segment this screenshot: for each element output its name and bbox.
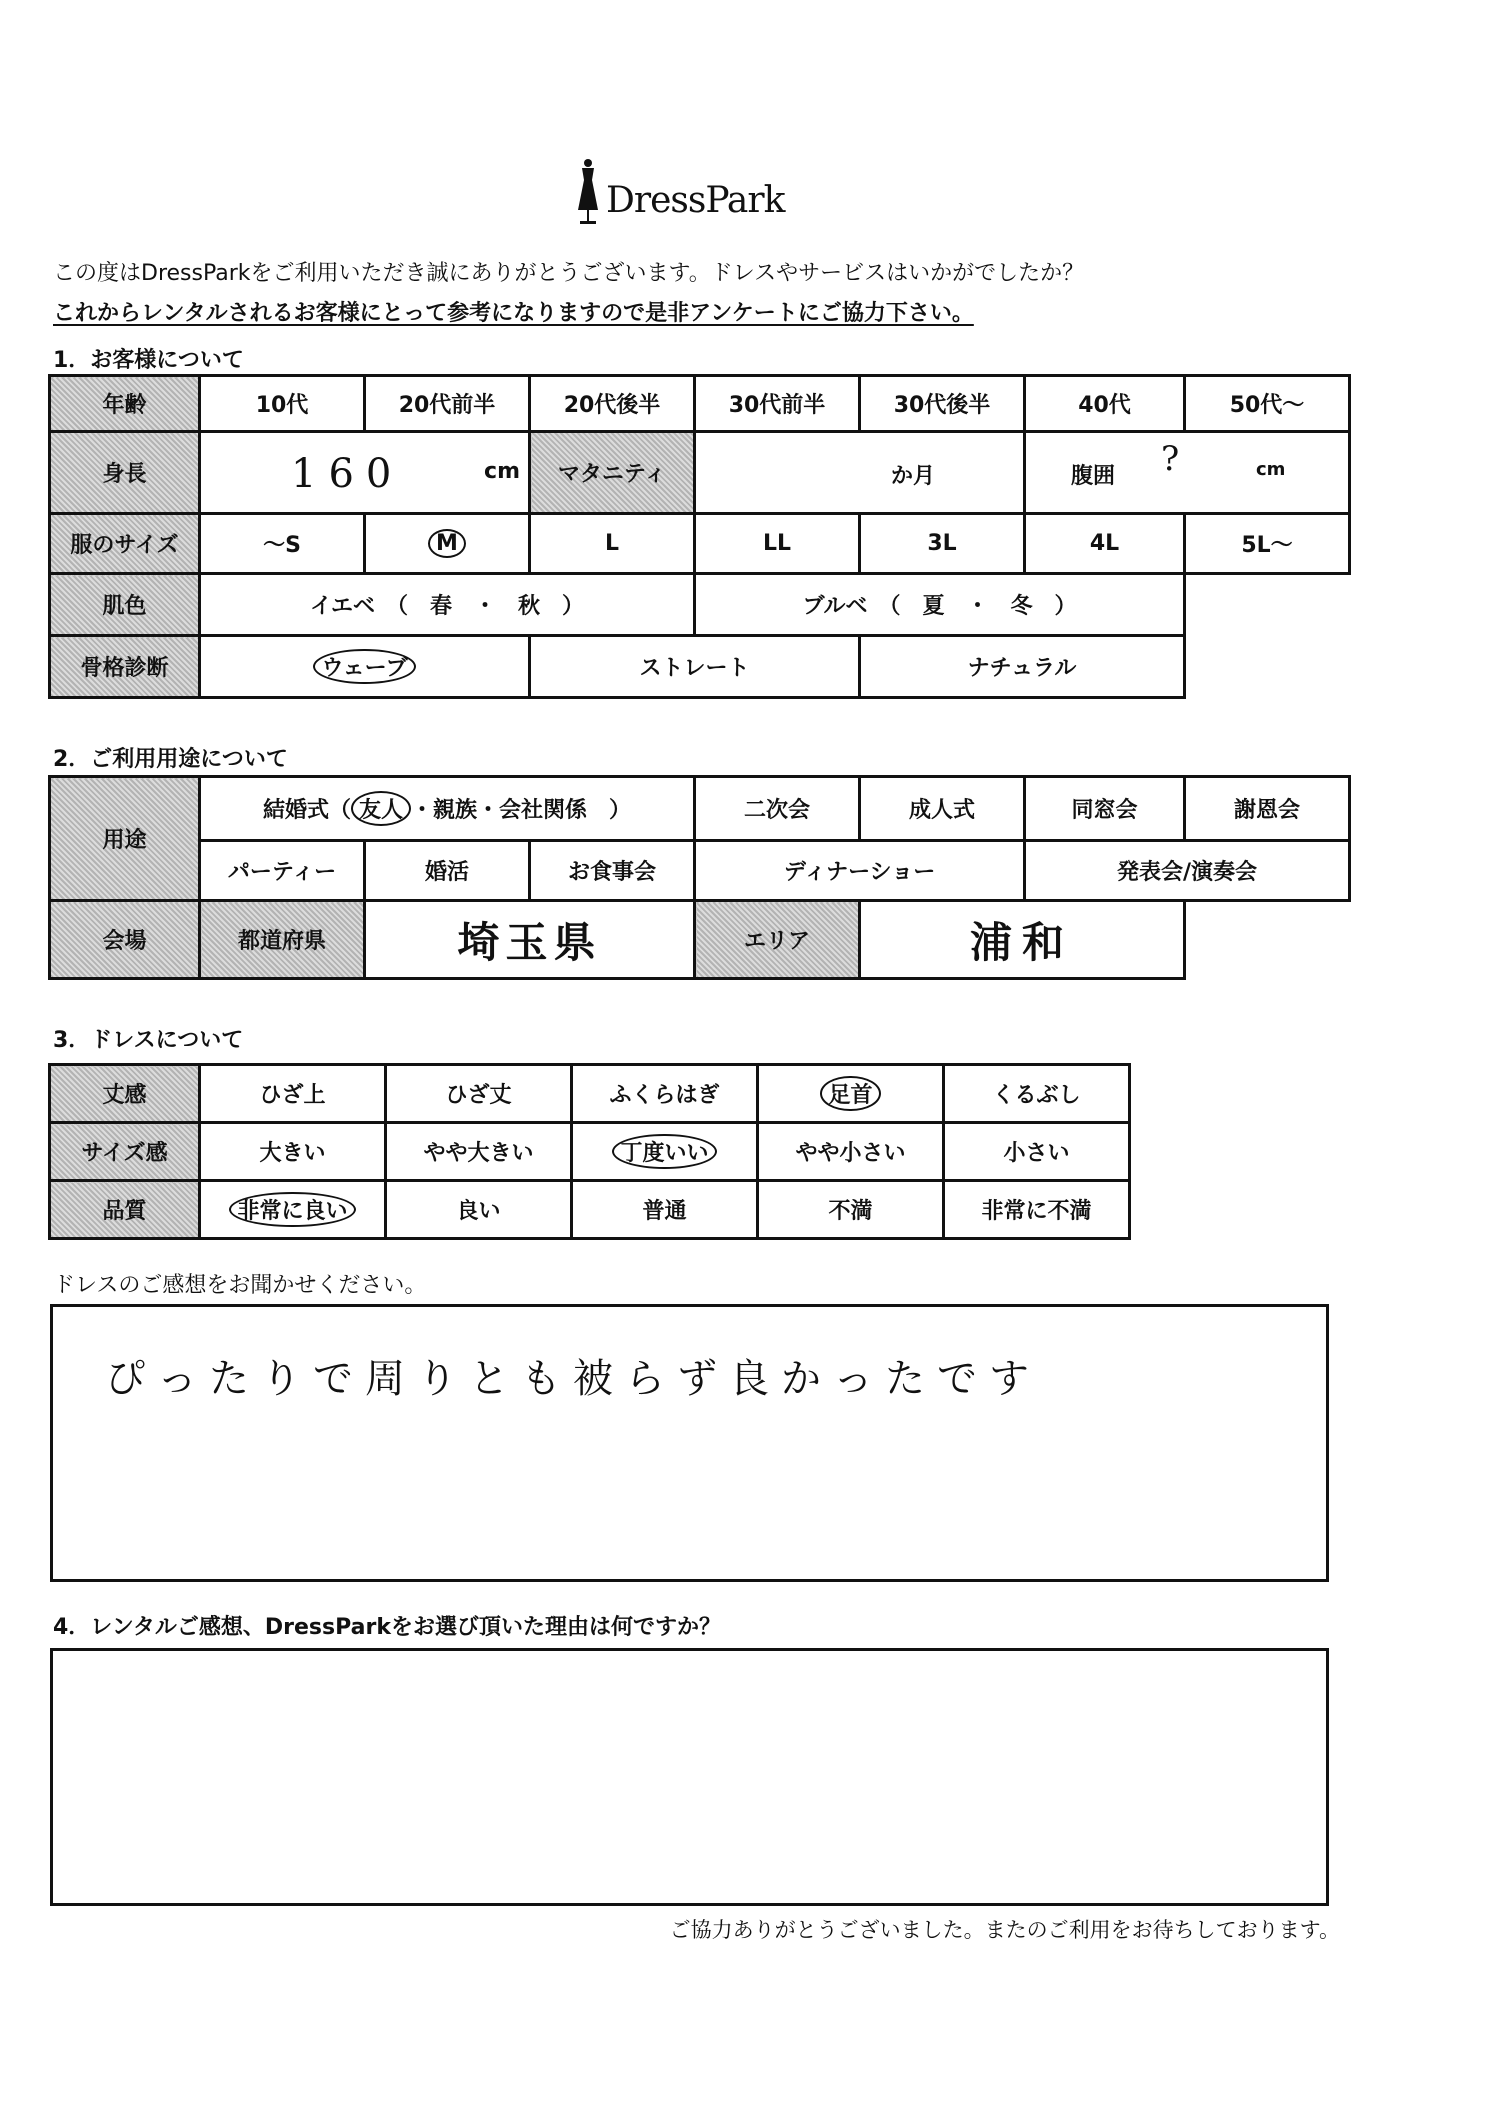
usage-table [48, 775, 1351, 980]
size-row [50, 514, 1350, 574]
customer-table [48, 374, 1351, 699]
waist-unit: cm [1256, 459, 1286, 480]
skeleton-option[interactable]: ストレート [530, 636, 860, 698]
age-label: 年齢 [50, 376, 200, 432]
usage-option[interactable]: 同窓会 [1025, 777, 1185, 841]
size-label: 服のサイズ [50, 514, 200, 574]
length-row [50, 1065, 1130, 1123]
usage-option[interactable]: 婚活 [365, 841, 530, 901]
skeleton-row [50, 636, 1350, 698]
height-label: 身長 [50, 432, 200, 514]
usage-row-1 [50, 777, 1350, 841]
size-option[interactable]: ～S [200, 514, 365, 574]
area-label: エリア [695, 901, 860, 979]
age-option[interactable]: 20代後半 [530, 376, 695, 432]
usage-row-2 [50, 841, 1350, 901]
age-option[interactable]: 30代後半 [860, 376, 1025, 432]
length-option[interactable]: ふくらはぎ [572, 1065, 758, 1123]
dress-mannequin-icon [568, 158, 608, 228]
usage-option[interactable]: ディナーショー [695, 841, 1025, 901]
age-option[interactable]: 20代前半 [365, 376, 530, 432]
fit-option[interactable]: やや大きい [386, 1123, 572, 1181]
age-option[interactable]: 50代～ [1185, 376, 1350, 432]
wedding-option[interactable] [200, 777, 695, 841]
length-option-selected[interactable] [758, 1065, 944, 1123]
size-option[interactable]: L [530, 514, 695, 574]
quality-option-selected[interactable] [200, 1181, 386, 1239]
dress-table [48, 1063, 1131, 1240]
age-option[interactable]: 40代 [1025, 376, 1185, 432]
usage-label: 用途 [50, 777, 200, 901]
length-label: 丈感 [50, 1065, 200, 1123]
usage-option[interactable]: パーティー [200, 841, 365, 901]
size-option[interactable]: 3L [860, 514, 1025, 574]
maternity-label: マタニティ [530, 432, 695, 514]
usage-option[interactable]: 発表会/演奏会 [1025, 841, 1350, 901]
months-unit: か月 [891, 464, 936, 489]
waist-label: 腹囲 [1071, 464, 1116, 489]
quality-option[interactable]: 非常に不満 [944, 1181, 1130, 1239]
usage-option[interactable]: お食事会 [530, 841, 695, 901]
selection-circle: 足首 [820, 1076, 880, 1111]
impression-title: ドレスのご感想をお聞かせください。 [53, 1273, 427, 1298]
impression-answer: ぴったりで周りとも被らず良かったです [105, 1356, 1041, 1402]
skeleton-option-selected[interactable] [200, 636, 530, 698]
quality-option[interactable]: 不満 [758, 1181, 944, 1239]
prefecture-label: 都道府県 [200, 901, 365, 979]
skin-option[interactable]: ブルベ （ 夏 ・ 冬 ） [695, 574, 1185, 636]
section-4-title: 4．レンタルご感想、DressParkをお選び頂いた理由は何ですか？ [53, 1615, 721, 1640]
section-3-title: 3．ドレスについて [53, 1028, 244, 1053]
intro-line-2: これからレンタルされるお客様にとって参考になりますので是非アンケートにご協力下さい。 [53, 301, 974, 326]
quality-option[interactable]: 普通 [572, 1181, 758, 1239]
height-field[interactable] [200, 432, 530, 514]
length-option[interactable]: ひざ上 [200, 1065, 386, 1123]
fit-option[interactable]: 大きい [200, 1123, 386, 1181]
quality-label: 品質 [50, 1181, 200, 1239]
fit-label: サイズ感 [50, 1123, 200, 1181]
waist-field[interactable] [1025, 432, 1350, 514]
footer-message: ご協力ありがとうございました。またのご利用をお待ちしております。 [669, 1918, 1340, 1942]
maternity-months-field[interactable] [695, 432, 1025, 514]
fit-row [50, 1123, 1130, 1181]
usage-option[interactable]: 二次会 [695, 777, 860, 841]
wedding-prefix: 結婚式（ [262, 798, 351, 823]
length-option[interactable]: くるぶし [944, 1065, 1130, 1123]
section-1-title: 1．お客様について [53, 348, 244, 373]
area-value[interactable]: 浦和 [860, 901, 1185, 979]
size-option[interactable]: 4L [1025, 514, 1185, 574]
prefecture-value[interactable]: 埼玉県 [365, 901, 695, 979]
age-option[interactable]: 10代 [200, 376, 365, 432]
quality-row [50, 1181, 1130, 1239]
impression-box[interactable] [50, 1304, 1329, 1582]
quality-option[interactable]: 良い [386, 1181, 572, 1239]
age-row [50, 376, 1350, 432]
selection-circle: M [428, 529, 466, 558]
fit-option[interactable]: 小さい [944, 1123, 1130, 1181]
brand-name: DressPark [606, 180, 785, 221]
skin-option[interactable]: イエベ （ 春 ・ 秋 ） [200, 574, 695, 636]
size-option[interactable]: LL [695, 514, 860, 574]
height-row [50, 432, 1350, 514]
skin-label: 肌色 [50, 574, 200, 636]
usage-option[interactable]: 謝恩会 [1185, 777, 1350, 841]
fit-option[interactable]: やや小さい [758, 1123, 944, 1181]
size-option-selected[interactable] [365, 514, 530, 574]
length-option[interactable]: ひざ丈 [386, 1065, 572, 1123]
age-option[interactable]: 30代前半 [695, 376, 860, 432]
wedding-rest: ・親族・会社関係 ） [411, 798, 632, 823]
skeleton-label: 骨格診断 [50, 636, 200, 698]
dresspark-logo [568, 158, 828, 228]
usage-option[interactable]: 成人式 [860, 777, 1025, 841]
selection-circle: 友人 [351, 791, 411, 826]
intro-line-1: この度はDressParkをご利用いただき誠にありがとうございます。ドレスやサービスはいかがでしたか？ [53, 261, 1085, 286]
venue-label: 会場 [50, 901, 200, 979]
skeleton-option[interactable]: ナチュラル [860, 636, 1185, 698]
height-value: 160 [291, 451, 404, 497]
skin-row [50, 574, 1350, 636]
height-unit: cm [484, 459, 520, 484]
selection-circle: 丁度いい [612, 1134, 716, 1169]
venue-row [50, 901, 1350, 979]
reason-box[interactable] [50, 1648, 1329, 1906]
waist-value: ? [1161, 439, 1180, 479]
size-option[interactable]: 5L～ [1185, 514, 1350, 574]
section-2-title: 2．ご利用用途について [53, 747, 288, 772]
selection-circle: 非常に良い [229, 1192, 355, 1227]
fit-option-selected[interactable] [572, 1123, 758, 1181]
selection-circle: ウェーブ [313, 649, 415, 684]
